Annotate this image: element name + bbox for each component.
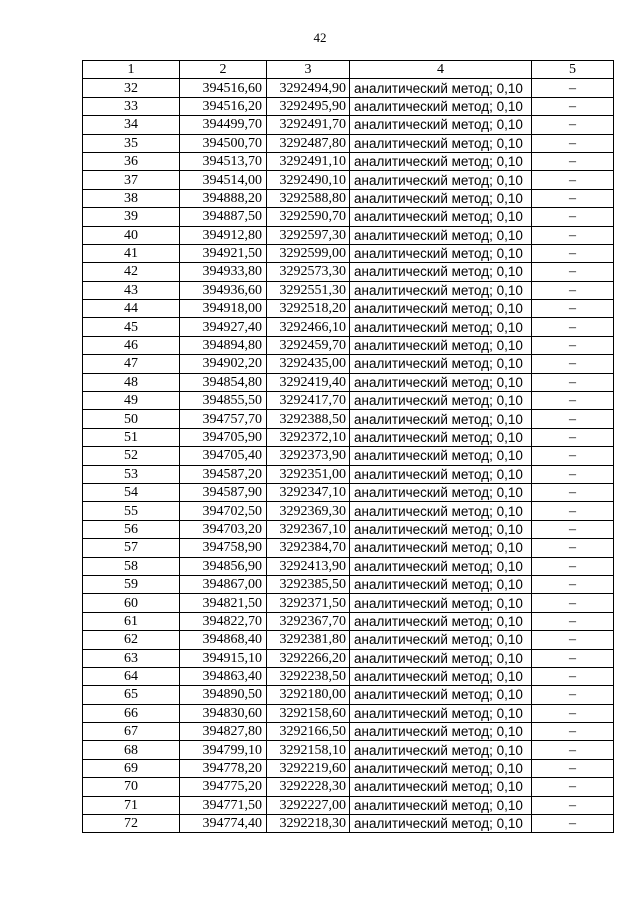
cell-method-accuracy: аналитический метод; 0,10 xyxy=(350,392,532,410)
cell-method-accuracy: аналитический метод; 0,10 xyxy=(350,649,532,667)
cell-y-coordinate: 3292435,00 xyxy=(267,355,350,373)
cell-method-accuracy: аналитический метод; 0,10 xyxy=(350,723,532,741)
table-row xyxy=(83,796,614,814)
cell-point-number: 53 xyxy=(83,465,180,483)
cell-note: – xyxy=(532,447,614,465)
cell-method-accuracy: аналитический метод; 0,10 xyxy=(350,557,532,575)
cell-y-coordinate: 3292166,50 xyxy=(267,723,350,741)
cell-method-accuracy: аналитический метод; 0,10 xyxy=(350,594,532,612)
cell-note: – xyxy=(532,208,614,226)
cell-x-coordinate: 394821,50 xyxy=(180,594,267,612)
cell-x-coordinate: 394867,00 xyxy=(180,575,267,593)
cell-note: – xyxy=(532,244,614,262)
cell-note: – xyxy=(532,300,614,318)
cell-y-coordinate: 3292373,90 xyxy=(267,447,350,465)
cell-note: – xyxy=(532,778,614,796)
cell-note: – xyxy=(532,281,614,299)
cell-y-coordinate: 3292228,30 xyxy=(267,778,350,796)
cell-point-number: 51 xyxy=(83,428,180,446)
cell-point-number: 36 xyxy=(83,152,180,170)
table-row xyxy=(83,667,614,685)
cell-y-coordinate: 3292371,50 xyxy=(267,594,350,612)
table-row xyxy=(83,208,614,226)
column-header-2: 2 xyxy=(180,61,267,79)
cell-note: – xyxy=(532,483,614,501)
cell-point-number: 40 xyxy=(83,226,180,244)
cell-point-number: 58 xyxy=(83,557,180,575)
table-row xyxy=(83,686,614,704)
cell-method-accuracy: аналитический метод; 0,10 xyxy=(350,79,532,97)
cell-method-accuracy: аналитический метод; 0,10 xyxy=(350,778,532,796)
cell-note: – xyxy=(532,741,614,759)
table-row xyxy=(83,152,614,170)
cell-point-number: 68 xyxy=(83,741,180,759)
table-row xyxy=(83,355,614,373)
cell-note: – xyxy=(532,649,614,667)
column-header-4: 4 xyxy=(350,61,532,79)
cell-point-number: 65 xyxy=(83,686,180,704)
cell-point-number: 39 xyxy=(83,208,180,226)
cell-method-accuracy: аналитический метод; 0,10 xyxy=(350,502,532,520)
cell-x-coordinate: 394705,90 xyxy=(180,428,267,446)
cell-note: – xyxy=(532,502,614,520)
cell-method-accuracy: аналитический метод; 0,10 xyxy=(350,815,532,833)
cell-note: – xyxy=(532,226,614,244)
cell-point-number: 32 xyxy=(83,79,180,97)
cell-method-accuracy: аналитический метод; 0,10 xyxy=(350,631,532,649)
table-row xyxy=(83,392,614,410)
table-body xyxy=(83,79,614,833)
cell-method-accuracy: аналитический метод; 0,10 xyxy=(350,336,532,354)
table-row xyxy=(83,594,614,612)
cell-point-number: 54 xyxy=(83,483,180,501)
table-row xyxy=(83,465,614,483)
cell-x-coordinate: 394918,00 xyxy=(180,300,267,318)
cell-point-number: 47 xyxy=(83,355,180,373)
cell-y-coordinate: 3292590,70 xyxy=(267,208,350,226)
cell-method-accuracy: аналитический метод; 0,10 xyxy=(350,704,532,722)
cell-y-coordinate: 3292369,30 xyxy=(267,502,350,520)
cell-point-number: 57 xyxy=(83,539,180,557)
cell-y-coordinate: 3292367,70 xyxy=(267,612,350,630)
cell-point-number: 35 xyxy=(83,134,180,152)
cell-point-number: 70 xyxy=(83,778,180,796)
table-row xyxy=(83,116,614,134)
cell-note: – xyxy=(532,520,614,538)
cell-point-number: 42 xyxy=(83,263,180,281)
cell-note: – xyxy=(532,465,614,483)
table-row xyxy=(83,134,614,152)
cell-y-coordinate: 3292490,10 xyxy=(267,171,350,189)
table-row xyxy=(83,741,614,759)
table-row xyxy=(83,300,614,318)
cell-y-coordinate: 3292417,70 xyxy=(267,392,350,410)
cell-y-coordinate: 3292158,10 xyxy=(267,741,350,759)
cell-point-number: 72 xyxy=(83,815,180,833)
cell-y-coordinate: 3292494,90 xyxy=(267,79,350,97)
cell-x-coordinate: 394856,90 xyxy=(180,557,267,575)
cell-method-accuracy: аналитический метод; 0,10 xyxy=(350,373,532,391)
cell-x-coordinate: 394758,90 xyxy=(180,539,267,557)
cell-x-coordinate: 394902,20 xyxy=(180,355,267,373)
coordinates-table xyxy=(82,60,614,833)
cell-method-accuracy: аналитический метод; 0,10 xyxy=(350,355,532,373)
cell-y-coordinate: 3292551,30 xyxy=(267,281,350,299)
cell-y-coordinate: 3292588,80 xyxy=(267,189,350,207)
cell-method-accuracy: аналитический метод; 0,10 xyxy=(350,263,532,281)
cell-point-number: 64 xyxy=(83,667,180,685)
table-row xyxy=(83,171,614,189)
cell-point-number: 69 xyxy=(83,759,180,777)
column-header-3: 3 xyxy=(267,61,350,79)
cell-y-coordinate: 3292388,50 xyxy=(267,410,350,428)
cell-x-coordinate: 394822,70 xyxy=(180,612,267,630)
cell-point-number: 37 xyxy=(83,171,180,189)
cell-note: – xyxy=(532,152,614,170)
cell-x-coordinate: 394702,50 xyxy=(180,502,267,520)
table-row xyxy=(83,649,614,667)
cell-y-coordinate: 3292219,60 xyxy=(267,759,350,777)
cell-point-number: 66 xyxy=(83,704,180,722)
cell-note: – xyxy=(532,557,614,575)
cell-method-accuracy: аналитический метод; 0,10 xyxy=(350,483,532,501)
table-row xyxy=(83,778,614,796)
table-row xyxy=(83,336,614,354)
cell-method-accuracy: аналитический метод; 0,10 xyxy=(350,465,532,483)
cell-x-coordinate: 394500,70 xyxy=(180,134,267,152)
table-row xyxy=(83,483,614,501)
cell-y-coordinate: 3292459,70 xyxy=(267,336,350,354)
cell-method-accuracy: аналитический метод; 0,10 xyxy=(350,410,532,428)
cell-x-coordinate: 394771,50 xyxy=(180,796,267,814)
cell-y-coordinate: 3292351,00 xyxy=(267,465,350,483)
cell-note: – xyxy=(532,392,614,410)
cell-point-number: 59 xyxy=(83,575,180,593)
cell-note: – xyxy=(532,815,614,833)
cell-method-accuracy: аналитический метод; 0,10 xyxy=(350,226,532,244)
cell-y-coordinate: 3292372,10 xyxy=(267,428,350,446)
cell-x-coordinate: 394778,20 xyxy=(180,759,267,777)
cell-note: – xyxy=(532,134,614,152)
cell-x-coordinate: 394513,70 xyxy=(180,152,267,170)
cell-method-accuracy: аналитический метод; 0,10 xyxy=(350,244,532,262)
table-row xyxy=(83,226,614,244)
table-row xyxy=(83,428,614,446)
cell-note: – xyxy=(532,373,614,391)
cell-note: – xyxy=(532,631,614,649)
cell-method-accuracy: аналитический метод; 0,10 xyxy=(350,134,532,152)
cell-x-coordinate: 394830,60 xyxy=(180,704,267,722)
cell-point-number: 38 xyxy=(83,189,180,207)
table-row xyxy=(83,575,614,593)
cell-x-coordinate: 394499,70 xyxy=(180,116,267,134)
cell-method-accuracy: аналитический метод; 0,10 xyxy=(350,428,532,446)
cell-method-accuracy: аналитический метод; 0,10 xyxy=(350,796,532,814)
cell-point-number: 33 xyxy=(83,97,180,115)
table-row xyxy=(83,759,614,777)
cell-note: – xyxy=(532,263,614,281)
cell-note: – xyxy=(532,171,614,189)
table-row xyxy=(83,281,614,299)
cell-x-coordinate: 394927,40 xyxy=(180,318,267,336)
cell-method-accuracy: аналитический метод; 0,10 xyxy=(350,152,532,170)
table-header xyxy=(83,61,614,79)
table-row xyxy=(83,244,614,262)
cell-point-number: 48 xyxy=(83,373,180,391)
cell-method-accuracy: аналитический метод; 0,10 xyxy=(350,575,532,593)
cell-y-coordinate: 3292381,80 xyxy=(267,631,350,649)
table-row xyxy=(83,704,614,722)
cell-point-number: 61 xyxy=(83,612,180,630)
table-row xyxy=(83,612,614,630)
cell-point-number: 41 xyxy=(83,244,180,262)
cell-method-accuracy: аналитический метод; 0,10 xyxy=(350,281,532,299)
cell-x-coordinate: 394915,10 xyxy=(180,649,267,667)
cell-method-accuracy: аналитический метод; 0,10 xyxy=(350,667,532,685)
cell-x-coordinate: 394863,40 xyxy=(180,667,267,685)
cell-y-coordinate: 3292384,70 xyxy=(267,539,350,557)
cell-point-number: 60 xyxy=(83,594,180,612)
cell-method-accuracy: аналитический метод; 0,10 xyxy=(350,741,532,759)
cell-note: – xyxy=(532,355,614,373)
cell-method-accuracy: аналитический метод; 0,10 xyxy=(350,612,532,630)
cell-method-accuracy: аналитический метод; 0,10 xyxy=(350,318,532,336)
cell-x-coordinate: 394757,70 xyxy=(180,410,267,428)
cell-note: – xyxy=(532,410,614,428)
cell-method-accuracy: аналитический метод; 0,10 xyxy=(350,189,532,207)
cell-y-coordinate: 3292180,00 xyxy=(267,686,350,704)
cell-method-accuracy: аналитический метод; 0,10 xyxy=(350,447,532,465)
cell-y-coordinate: 3292227,00 xyxy=(267,796,350,814)
cell-note: – xyxy=(532,704,614,722)
cell-point-number: 56 xyxy=(83,520,180,538)
table-row xyxy=(83,447,614,465)
cell-y-coordinate: 3292518,20 xyxy=(267,300,350,318)
cell-method-accuracy: аналитический метод; 0,10 xyxy=(350,539,532,557)
cell-point-number: 43 xyxy=(83,281,180,299)
table-row xyxy=(83,373,614,391)
table-row xyxy=(83,97,614,115)
cell-note: – xyxy=(532,116,614,134)
cell-method-accuracy: аналитический метод; 0,10 xyxy=(350,208,532,226)
cell-x-coordinate: 394587,20 xyxy=(180,465,267,483)
table-row xyxy=(83,631,614,649)
cell-x-coordinate: 394516,20 xyxy=(180,97,267,115)
header-row xyxy=(83,61,614,79)
cell-y-coordinate: 3292597,30 xyxy=(267,226,350,244)
cell-x-coordinate: 394516,60 xyxy=(180,79,267,97)
cell-x-coordinate: 394705,40 xyxy=(180,447,267,465)
cell-note: – xyxy=(532,686,614,704)
cell-x-coordinate: 394888,20 xyxy=(180,189,267,207)
cell-point-number: 49 xyxy=(83,392,180,410)
cell-x-coordinate: 394799,10 xyxy=(180,741,267,759)
cell-point-number: 50 xyxy=(83,410,180,428)
cell-x-coordinate: 394868,40 xyxy=(180,631,267,649)
cell-method-accuracy: аналитический метод; 0,10 xyxy=(350,686,532,704)
cell-note: – xyxy=(532,428,614,446)
table-row xyxy=(83,189,614,207)
cell-x-coordinate: 394921,50 xyxy=(180,244,267,262)
cell-note: – xyxy=(532,594,614,612)
cell-note: – xyxy=(532,667,614,685)
cell-point-number: 71 xyxy=(83,796,180,814)
cell-y-coordinate: 3292599,00 xyxy=(267,244,350,262)
cell-point-number: 45 xyxy=(83,318,180,336)
cell-note: – xyxy=(532,318,614,336)
cell-point-number: 44 xyxy=(83,300,180,318)
cell-note: – xyxy=(532,189,614,207)
table-row xyxy=(83,410,614,428)
cell-y-coordinate: 3292238,50 xyxy=(267,667,350,685)
table-row xyxy=(83,318,614,336)
cell-note: – xyxy=(532,79,614,97)
cell-note: – xyxy=(532,796,614,814)
cell-x-coordinate: 394887,50 xyxy=(180,208,267,226)
table-row xyxy=(83,539,614,557)
table-row xyxy=(83,557,614,575)
table-row xyxy=(83,502,614,520)
cell-note: – xyxy=(532,723,614,741)
cell-x-coordinate: 394855,50 xyxy=(180,392,267,410)
table-row xyxy=(83,723,614,741)
cell-x-coordinate: 394775,20 xyxy=(180,778,267,796)
cell-method-accuracy: аналитический метод; 0,10 xyxy=(350,171,532,189)
cell-note: – xyxy=(532,539,614,557)
cell-method-accuracy: аналитический метод; 0,10 xyxy=(350,520,532,538)
cell-x-coordinate: 394854,80 xyxy=(180,373,267,391)
cell-x-coordinate: 394587,90 xyxy=(180,483,267,501)
cell-method-accuracy: аналитический метод; 0,10 xyxy=(350,116,532,134)
cell-note: – xyxy=(532,97,614,115)
table-row xyxy=(83,815,614,833)
cell-y-coordinate: 3292385,50 xyxy=(267,575,350,593)
cell-y-coordinate: 3292419,40 xyxy=(267,373,350,391)
cell-y-coordinate: 3292491,70 xyxy=(267,116,350,134)
cell-point-number: 63 xyxy=(83,649,180,667)
cell-y-coordinate: 3292218,30 xyxy=(267,815,350,833)
cell-method-accuracy: аналитический метод; 0,10 xyxy=(350,759,532,777)
cell-y-coordinate: 3292158,60 xyxy=(267,704,350,722)
cell-point-number: 34 xyxy=(83,116,180,134)
cell-x-coordinate: 394827,80 xyxy=(180,723,267,741)
cell-y-coordinate: 3292466,10 xyxy=(267,318,350,336)
cell-x-coordinate: 394514,00 xyxy=(180,171,267,189)
cell-point-number: 67 xyxy=(83,723,180,741)
cell-y-coordinate: 3292347,10 xyxy=(267,483,350,501)
cell-x-coordinate: 394890,50 xyxy=(180,686,267,704)
cell-x-coordinate: 394912,80 xyxy=(180,226,267,244)
cell-y-coordinate: 3292573,30 xyxy=(267,263,350,281)
cell-y-coordinate: 3292487,80 xyxy=(267,134,350,152)
cell-point-number: 46 xyxy=(83,336,180,354)
cell-note: – xyxy=(532,612,614,630)
cell-note: – xyxy=(532,336,614,354)
cell-note: – xyxy=(532,759,614,777)
cell-x-coordinate: 394894,80 xyxy=(180,336,267,354)
table-row xyxy=(83,79,614,97)
table-row xyxy=(83,520,614,538)
cell-x-coordinate: 394774,40 xyxy=(180,815,267,833)
column-header-5: 5 xyxy=(532,61,614,79)
cell-note: – xyxy=(532,575,614,593)
table-row xyxy=(83,263,614,281)
cell-y-coordinate: 3292266,20 xyxy=(267,649,350,667)
cell-point-number: 52 xyxy=(83,447,180,465)
cell-y-coordinate: 3292413,90 xyxy=(267,557,350,575)
cell-method-accuracy: аналитический метод; 0,10 xyxy=(350,97,532,115)
cell-method-accuracy: аналитический метод; 0,10 xyxy=(350,300,532,318)
page-number: 42 xyxy=(313,30,327,45)
cell-y-coordinate: 3292495,90 xyxy=(267,97,350,115)
column-header-1: 1 xyxy=(83,61,180,79)
cell-point-number: 62 xyxy=(83,631,180,649)
cell-x-coordinate: 394936,60 xyxy=(180,281,267,299)
cell-point-number: 55 xyxy=(83,502,180,520)
cell-x-coordinate: 394933,80 xyxy=(180,263,267,281)
cell-y-coordinate: 3292367,10 xyxy=(267,520,350,538)
cell-x-coordinate: 394703,20 xyxy=(180,520,267,538)
cell-y-coordinate: 3292491,10 xyxy=(267,152,350,170)
